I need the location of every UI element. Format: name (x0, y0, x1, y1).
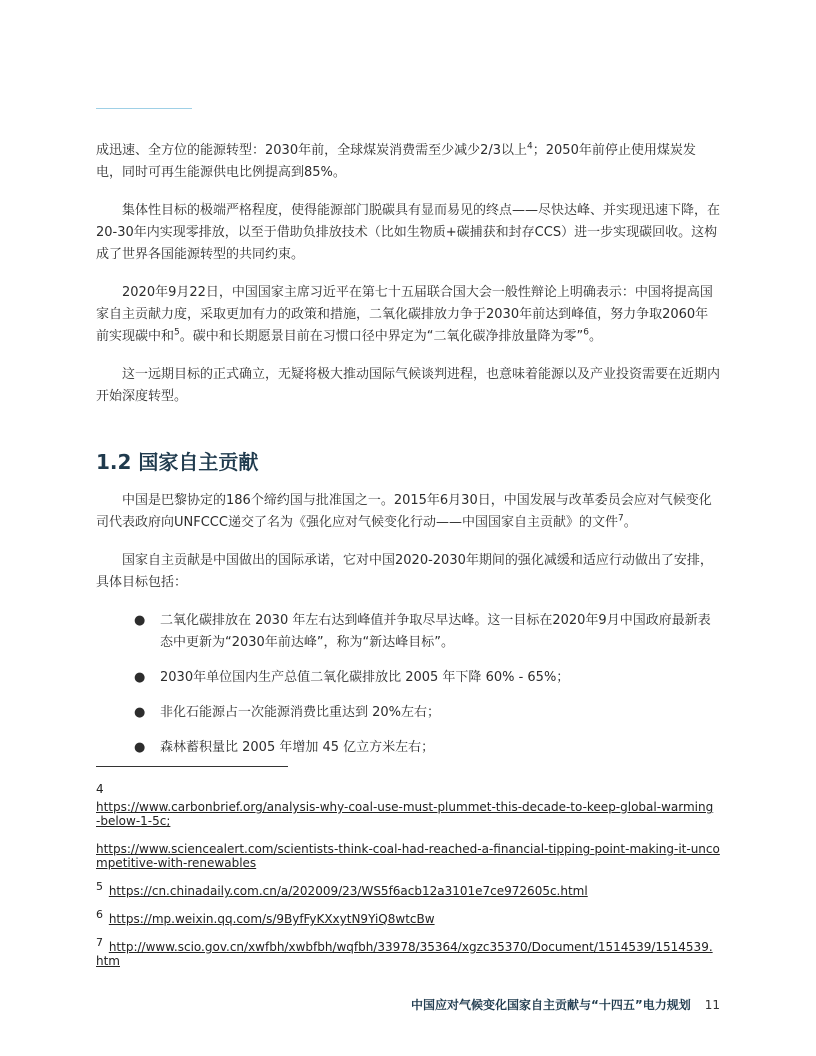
list-item (134, 702, 720, 724)
page-number: 11 (704, 998, 720, 1012)
paragraph-text: ；2050年前停止使用煤炭发电，同时可再生能源供电比例提高到85%。 (96, 143, 696, 180)
footnote-number: 5 (96, 880, 103, 893)
footer-title: 中国应对气候变化国家自主贡献与“十四五”电力规划 (410, 998, 691, 1012)
paragraph-text: 成迅速、全方位的能源转型：2030年前，全球煤炭消费需至少减少2/3以上 (96, 143, 528, 158)
paragraph-text: 。 (588, 329, 602, 344)
footnote-ref-7[interactable]: 7 (617, 513, 624, 524)
list-item (134, 667, 720, 689)
footnote-link[interactable]: http://www.scio.gov.cn/xwfbh/xwbfbh/wqfbh/33978/35364/xgzc35370/Document/1514539/1514539.htm (96, 940, 713, 968)
page-footer (411, 996, 720, 1013)
paragraph-ndc-intro: 国家自主贡献是中国做出的国际承诺，它对中国2020-2030年期间的强化减缓和适应行动做出了安排，具体目标包括： (96, 553, 713, 590)
bullet-icon: ● (134, 613, 146, 628)
bullet-icon: ● (134, 705, 146, 720)
paragraph-text: 。碳中和长期愿景目前在习惯口径中界定为“二氧化碳净排放量降为零” (179, 329, 584, 344)
header-rule (96, 108, 192, 109)
footnote-number: 4 (96, 782, 104, 796)
paragraph-text: 2020年9月22日，中国国家主席习近平在第七十五届联合国大会一般性辩论上明确表示：中国将提高国家自主贡献力度，采取更加有力的政策和措施，二氧化碳排放力争于2030年前达到峰值，努力争取2060年前实现碳中和 (96, 285, 713, 344)
footnote-4 (96, 782, 720, 828)
bullet-icon: ● (134, 670, 146, 685)
footnote-number: 6 (96, 908, 103, 921)
footnote-divider (96, 766, 288, 767)
footnote-ref-6[interactable]: 6 (583, 327, 589, 338)
footnote-ref-5[interactable]: 5 (174, 327, 180, 338)
footnote-link[interactable]: https://cn.chinadaily.com.cn/a/202009/23/WS5f6acb12a3101e7ce972605c.html (108, 884, 588, 898)
footnote-number: 7 (96, 936, 103, 949)
footnote-4b (96, 842, 720, 870)
footnote-link[interactable]: https://mp.weixin.qq.com/s/9ByfFyKXxytN9YiQ8wtcBw (108, 912, 435, 926)
paragraph-un-announcement (96, 282, 720, 348)
footnote-5 (96, 880, 720, 898)
paragraph-paris-agreement (96, 490, 720, 534)
footnote-6 (96, 908, 720, 926)
list-item-text: 森林蓄积量比 2005 年增加 45 亿立方米左右； (160, 740, 435, 755)
footnotes (96, 782, 720, 982)
list-item (134, 610, 720, 654)
paragraph-collective-goal: 集体性目标的极端严格程度，使得能源部门脱碳具有显而易见的终点——尽快达峰、并实现迅速下降，在20-30年内实现零排放，以至于借助负排放技术（比如生物质+碳捕获和封存CCS）进一步实现碳回收。这构成了世界各国能源转型的共同约束。 (96, 203, 721, 262)
section-title: 1.2 国家自主贡献 (96, 450, 259, 474)
paragraph-long-term-goal: 这一远期目标的正式确立，无疑将极大推动国际气候谈判进程，也意味着能源以及产业投资需要在近期内开始深度转型。 (96, 367, 721, 404)
footnote-link[interactable]: https://www.sciencealert.com/scientists-think-coal-had-reached-a-financial-tipping-point-making-it-uncompetitive-with-renewables (96, 842, 720, 870)
list-item-text: 二氧化碳排放在 2030 年左右达到峰值并争取尽早达峰。这一目标在2020年9月中国政府最新表态中更新为“2030年前达峰”，称为“新达峰目标”。 (160, 613, 711, 650)
list-item (134, 737, 720, 759)
footnote-ref-4[interactable]: 4 (527, 141, 533, 152)
footnote-link[interactable]: https://www.carbonbrief.org/analysis-why-coal-use-must-plummet-this-decade-to-keep-global-warming -below-1-5c; (96, 800, 714, 828)
main-content (96, 140, 720, 772)
paragraph-text: 。 (623, 515, 637, 530)
list-item-text: 2030年单位国内生产总值二氧化碳排放比 2005 年下降 60% - 65%； (160, 670, 570, 685)
paragraph-text: 中国是巴黎协定的186个缔约国与批准国之一。2015年6月30日，中国发展与改革委员会应对气候变化司代表政府向UNFCCC递交了名为《强化应对气候变化行动——中国国家自主贡献》的文件 (96, 493, 712, 530)
list-item-text: 非化石能源占一次能源消费比重达到 20%左右； (160, 705, 441, 720)
paragraph-energy-transition (96, 140, 720, 184)
bullet-icon: ● (134, 740, 146, 755)
target-list (96, 610, 720, 759)
footnote-7 (96, 936, 720, 968)
